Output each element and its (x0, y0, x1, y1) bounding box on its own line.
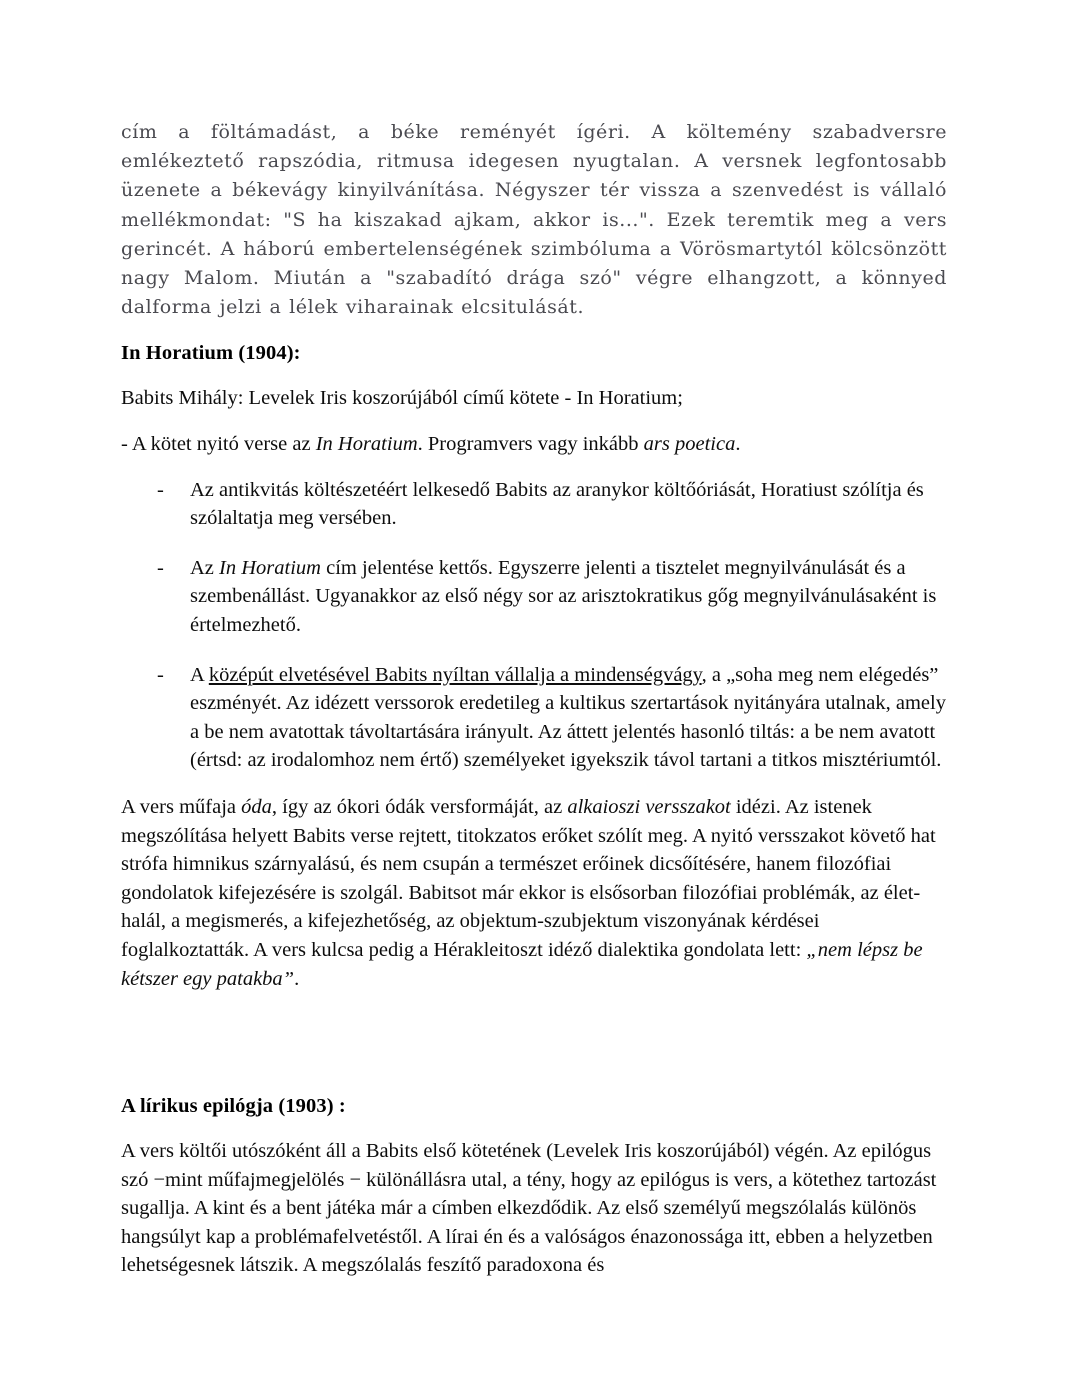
horatium-lead (121, 430, 947, 459)
bullet-3-text-pre: A (190, 663, 209, 686)
lead-text-middle: . Programvers vagy inkább (417, 433, 644, 456)
analysis-oda-italic: óda (241, 795, 272, 818)
lead-title-italic: In Horatium (315, 433, 418, 456)
epilogja-paragraph: A vers költői utószóként áll a Babits első kötetének (Levelek Iris koszorújából) végén. Az epilógus szó −mint műfajmegjelölés − különállásra utal, a tény, hogy az epilógus is vers, a kötethez tartozást sugallja. A kint és a bent játéka már a címben elkezdődik. Az első személyű megszólalás különös hangsúlyt kap a problémafelvetéstől. A lírai én és a valóságos énazonossága itt, ebben a helyzetben lehetségesnek látszik. A megszólalás feszítő paradoxona és (121, 1140, 937, 1277)
bullet-3-text-post: , a „soha meg nem elégedés” eszményét. Az idézett verssorok eredetileg a kultikus szertartások nyitányára utalnak, amely a be nem avatottak távoltartására irányult. Az áttett jelentés hasonló tiltás: a be nem avatott (értsd: az irodalomhoz nem értő) személyeket igyekszik távol tartani a titkos misztériumtól. (190, 663, 946, 772)
analysis-text-1: A vers műfaja (121, 795, 242, 818)
lead-ars-poetica-italic: ars poetica (643, 433, 736, 456)
horatium-subtitle: Babits Mihály: Levelek Iris koszorújából című kötete - In Horatium; (121, 387, 683, 410)
lead-text-after: . (735, 433, 741, 456)
bullet-3-underlined-text: középút elvetésével Babits nyíltan vállalja a mindenségvágy (208, 663, 702, 686)
lead-text-before: - A kötet nyitó verse az (121, 433, 316, 456)
dash-marker-icon: - (157, 478, 164, 501)
dash-marker-icon: - (157, 663, 164, 686)
section-gap (121, 993, 947, 1077)
horatium-analysis-paragraph (121, 793, 947, 993)
analysis-text-2: , így az ókori ódák versformáját, az (271, 795, 568, 818)
list-item (121, 554, 947, 640)
bullet-2-title-italic: In Horatium (219, 556, 321, 579)
horatium-bullet-list (121, 476, 947, 775)
list-item (121, 476, 947, 533)
bullet-2-text-after: cím jelentése kettős. Egyszerre jelenti a tisztelet megnyilvánulását és a szembenállást. Ugyanakkor az első négy sor az arisztokratikus gőg megnyilvánulásaként is értelmezhető. (190, 556, 937, 636)
heading-in-horatium: In Horatium (1904): (121, 342, 301, 365)
analysis-quote-italic: „nem lépsz be kétszer egy patakba” (121, 938, 923, 990)
analysis-alkaioszi-italic: alkaioszi versszakot (567, 795, 731, 818)
bullet-1-text: Az antikvitás költészetéért lelkesedő Babits az aranykor költőóriását, Horatiust szólítja és szólaltatja meg versében. (190, 478, 924, 530)
list-item (121, 661, 947, 775)
bullet-2-text-before: Az (190, 556, 220, 579)
heading-lirikus-epilogja: A lírikus epilógja (1903) : (121, 1095, 346, 1118)
analysis-text-3: idézi. Az istenek megszólítása helyett Babits verse rejtett, titokzatos erőket szólít meg. A nyitó versszakot követő hat strófa himnikus szárnyalású, és nem csupán a természet erőinek dicsőítésére, hanem filozófiai gondolatok kifejezésére is szolgál. Babitsot már ekkor is elsősorban filozófiai problémák, az élet-halál, a megismerés, a kifejezhetőség, az objektum-szubjektum viszonyának kérdései foglalkoztatták. A vers kulcsa pedig a Hérakleitoszt idéző dialektika gondolata lett: (121, 795, 936, 961)
document-body (121, 118, 947, 1280)
analysis-text-4: . (294, 967, 300, 990)
intro-paragraph: cím a föltámadást, a béke reményét ígéri. A költemény szabadversre emlékeztető rapszódia, ritmusa idegesen nyugtalan. A versnek legfontosabb üzenete a békevágy kinyilvánítása. Négyszer tér vissza a szenvedést is vállaló mellékmondat: "S ha kiszakad ajkam, akkor is...". Ezek teremtik meg a vers gerincét. A háború embertelenségének szimbóluma a Vörösmartytól kölcsönzött nagy Malom. Miután a "szabadító drága szó" végre elhangzott, a könnyed dalforma jelzi a lélek viharainak elcsitulását. (121, 121, 947, 319)
dash-marker-icon: - (157, 556, 164, 579)
